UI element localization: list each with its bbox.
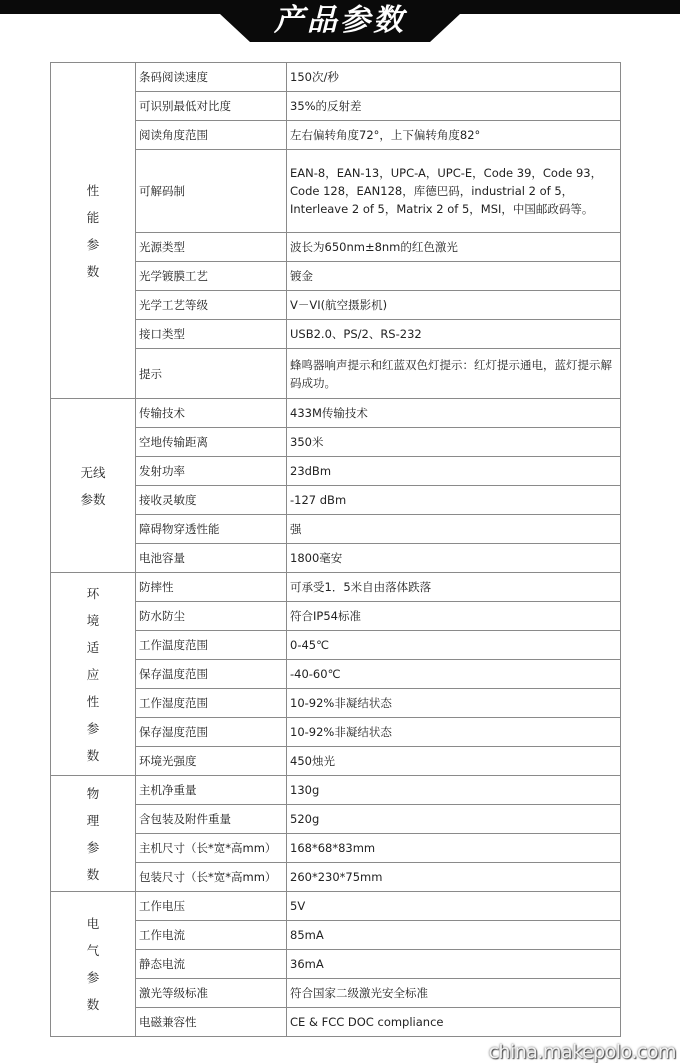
spec-label: 发射功率 bbox=[136, 457, 287, 486]
table-row bbox=[51, 428, 621, 457]
spec-value: -127 dBm bbox=[287, 486, 621, 515]
category-char: 参 bbox=[86, 236, 100, 252]
spec-label: 可解码制 bbox=[136, 150, 287, 233]
category-char: 参数 bbox=[80, 491, 106, 507]
table-row bbox=[51, 1008, 621, 1037]
category-char: 数 bbox=[86, 866, 100, 882]
section-category bbox=[51, 573, 136, 776]
spec-label: 主机净重量 bbox=[136, 776, 287, 805]
spec-label: 保存温度范围 bbox=[136, 660, 287, 689]
table-row bbox=[51, 950, 621, 979]
category-char: 性 bbox=[86, 182, 100, 198]
table-row bbox=[51, 747, 621, 776]
category-char: 电 bbox=[86, 916, 100, 931]
spec-label: 阅读角度范围 bbox=[136, 121, 287, 150]
spec-label: 光源类型 bbox=[136, 233, 287, 262]
table-row bbox=[51, 320, 621, 349]
category-char: 参 bbox=[86, 839, 100, 855]
table-row bbox=[51, 573, 621, 602]
spec-value: 强 bbox=[287, 515, 621, 544]
spec-value: USB2.0、PS/2、RS-232 bbox=[287, 320, 621, 349]
table-row bbox=[51, 921, 621, 950]
spec-label: 含包装及附件重量 bbox=[136, 805, 287, 834]
spec-label: 环境光强度 bbox=[136, 747, 287, 776]
spec-value: 260*230*75mm bbox=[287, 863, 621, 892]
spec-value: 波长为650nm±8nm的红色激光 bbox=[287, 233, 621, 262]
table-row bbox=[51, 544, 621, 573]
spec-value: 23dBm bbox=[287, 457, 621, 486]
category-char: 物 bbox=[86, 785, 100, 801]
header-banner bbox=[0, 0, 680, 42]
spec-value: 35%的反射差 bbox=[287, 92, 621, 121]
category-char: 参 bbox=[86, 970, 100, 985]
category-char: 能 bbox=[86, 209, 100, 225]
spec-label: 电池容量 bbox=[136, 544, 287, 573]
table-row bbox=[51, 121, 621, 150]
spec-value: 168*68*83mm bbox=[287, 834, 621, 863]
spec-value: 0-45℃ bbox=[287, 631, 621, 660]
spec-value: 可承受1．5米自由落体跌落 bbox=[287, 573, 621, 602]
spec-label: 包装尺寸（长*宽*高mm） bbox=[136, 863, 287, 892]
table-row bbox=[51, 689, 621, 718]
table-row bbox=[51, 718, 621, 747]
spec-label: 光学工艺等级 bbox=[136, 291, 287, 320]
table-row bbox=[51, 602, 621, 631]
section-category bbox=[51, 892, 136, 1037]
spec-label: 工作电压 bbox=[136, 892, 287, 921]
table-row bbox=[51, 262, 621, 291]
spec-value: 450烛光 bbox=[287, 747, 621, 776]
spec-value: 蜂鸣器响声提示和红蓝双色灯提示：红灯提示通电，蓝灯提示解码成功。 bbox=[287, 349, 621, 399]
spec-label: 静态电流 bbox=[136, 950, 287, 979]
spec-label: 空地传输距离 bbox=[136, 428, 287, 457]
table-row bbox=[51, 150, 621, 233]
table-row bbox=[51, 631, 621, 660]
spec-value: 镀金 bbox=[287, 262, 621, 291]
section-category bbox=[51, 776, 136, 892]
spec-value: 10-92%非凝结状态 bbox=[287, 689, 621, 718]
table-row bbox=[51, 63, 621, 92]
category-char: 境 bbox=[86, 612, 100, 628]
section-category bbox=[51, 399, 136, 573]
category-char: 气 bbox=[86, 943, 100, 958]
category-char: 无线 bbox=[80, 464, 106, 480]
spec-table bbox=[50, 62, 621, 1037]
spec-label: 激光等级标准 bbox=[136, 979, 287, 1008]
spec-label: 接收灵敏度 bbox=[136, 486, 287, 515]
table-row bbox=[51, 486, 621, 515]
spec-value: -40-60℃ bbox=[287, 660, 621, 689]
category-char: 数 bbox=[86, 263, 100, 279]
spec-label: 传输技术 bbox=[136, 399, 287, 428]
section-category bbox=[51, 63, 136, 399]
spec-value: 符合国家二级激光安全标准 bbox=[287, 979, 621, 1008]
table-row bbox=[51, 399, 621, 428]
spec-value: 130g bbox=[287, 776, 621, 805]
category-char: 参 bbox=[86, 720, 100, 736]
table-row bbox=[51, 863, 621, 892]
table-row bbox=[51, 979, 621, 1008]
spec-label: 可识别最低对比度 bbox=[136, 92, 287, 121]
page-title: 产品参数 bbox=[274, 3, 406, 38]
spec-label: 防水防尘 bbox=[136, 602, 287, 631]
category-char: 数 bbox=[86, 997, 100, 1012]
table-row bbox=[51, 92, 621, 121]
spec-label: 接口类型 bbox=[136, 320, 287, 349]
table-row bbox=[51, 660, 621, 689]
spec-label: 工作电流 bbox=[136, 921, 287, 950]
table-row bbox=[51, 515, 621, 544]
spec-value: 10-92%非凝结状态 bbox=[287, 718, 621, 747]
spec-label: 保存湿度范围 bbox=[136, 718, 287, 747]
spec-label: 电磁兼容性 bbox=[136, 1008, 287, 1037]
table-row bbox=[51, 776, 621, 805]
spec-value: 5V bbox=[287, 892, 621, 921]
spec-value: 520g bbox=[287, 805, 621, 834]
spec-label: 提示 bbox=[136, 349, 287, 399]
spec-value: CE & FCC DOC compliance bbox=[287, 1008, 621, 1037]
spec-label: 主机尺寸（长*宽*高mm） bbox=[136, 834, 287, 863]
spec-value: 左右偏转角度72°，上下偏转角度82° bbox=[287, 121, 621, 150]
spec-value: 150次/秒 bbox=[287, 63, 621, 92]
spec-value: 433M传输技术 bbox=[287, 399, 621, 428]
table-row bbox=[51, 349, 621, 399]
spec-value: 1800毫安 bbox=[287, 544, 621, 573]
category-char: 性 bbox=[86, 693, 100, 709]
spec-label: 工作湿度范围 bbox=[136, 689, 287, 718]
spec-label: 条码阅读速度 bbox=[136, 63, 287, 92]
category-char: 应 bbox=[86, 666, 100, 682]
category-char: 环 bbox=[86, 585, 100, 601]
watermark: china.makepolo.com bbox=[488, 1041, 676, 1063]
table-row bbox=[51, 834, 621, 863]
category-char: 数 bbox=[86, 747, 100, 763]
table-row bbox=[51, 457, 621, 486]
spec-label: 障碍物穿透性能 bbox=[136, 515, 287, 544]
table-row bbox=[51, 805, 621, 834]
table-row bbox=[51, 233, 621, 262]
category-char: 理 bbox=[86, 812, 100, 828]
spec-label: 工作温度范围 bbox=[136, 631, 287, 660]
table-row bbox=[51, 892, 621, 921]
spec-value: 350米 bbox=[287, 428, 621, 457]
spec-value: EAN-8，EAN-13，UPC-A，UPC-E，Code 39，Code 93，Code 128，EAN128，库德巴码，industrial 2 of 5，Interleave 2 of 5，Matrix 2 of 5，MSI，中国邮政码等。 bbox=[287, 150, 621, 233]
category-char: 适 bbox=[86, 639, 100, 655]
spec-value: 85mA bbox=[287, 921, 621, 950]
spec-value: 符合IP54标准 bbox=[287, 602, 621, 631]
spec-value: 36mA bbox=[287, 950, 621, 979]
spec-label: 光学镀膜工艺 bbox=[136, 262, 287, 291]
table-row bbox=[51, 291, 621, 320]
spec-value: V－VI(航空摄影机) bbox=[287, 291, 621, 320]
spec-label: 防摔性 bbox=[136, 573, 287, 602]
